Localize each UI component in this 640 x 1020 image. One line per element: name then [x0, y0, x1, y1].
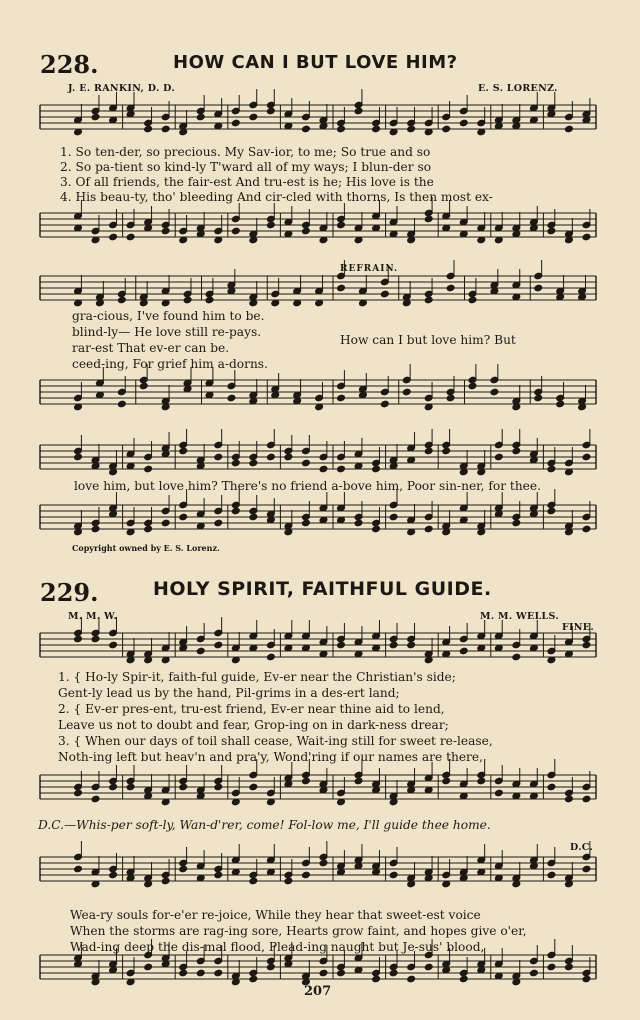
note-head	[91, 795, 100, 802]
hymn-228-cont-1: gra-cious, I've found him to be.	[72, 309, 265, 323]
note-head	[565, 963, 574, 970]
note-head	[459, 647, 468, 654]
note-head	[547, 507, 556, 514]
note-head	[547, 465, 556, 472]
note-head	[468, 296, 477, 303]
note-head	[547, 963, 556, 970]
note-head	[91, 113, 100, 120]
note-head	[337, 125, 346, 132]
note-head	[424, 525, 433, 532]
note-head	[407, 641, 416, 648]
hymn-229-verse-2a: 2. { Ev-er pres-ent, tru-est friend, Ev-er near thine aid to lend,	[58, 702, 445, 716]
note-head	[91, 635, 100, 642]
note-head	[302, 125, 311, 132]
hymn-229-second-line-3: Wad-ing deep the dis-mal flood, Plead-ing naught but Je-sus' blood,	[70, 940, 485, 954]
note-head	[389, 871, 398, 878]
note-head	[547, 783, 556, 790]
note-head	[381, 400, 390, 407]
note-head	[565, 125, 574, 132]
note-head	[442, 125, 451, 132]
note-head	[179, 447, 188, 454]
note-head	[468, 382, 477, 389]
hymn-228-verse-3: 3. Of all friends, the fair-est And tru-est is he; His love is the	[60, 175, 434, 189]
hymn-228-music-credit: E. S. LORENZ.	[478, 83, 558, 94]
note-head	[161, 227, 170, 234]
note-head	[337, 394, 346, 401]
note-head	[534, 394, 543, 401]
hymn-229-fine: FINE.	[562, 622, 594, 633]
page-number: 207	[304, 984, 332, 999]
note-head	[302, 777, 311, 784]
hymn-228-verse-2: 2. So pa-tient so kind-ly T'ward all of my ways; I blun-der so	[60, 160, 432, 174]
hymn-228-number: 228.	[40, 50, 99, 79]
hymn-228-refrain-label: REFRAIN.	[340, 264, 399, 274]
note-head	[144, 963, 153, 970]
note-head	[179, 969, 188, 976]
note-head	[459, 119, 468, 126]
note-head	[512, 519, 521, 526]
note-head	[337, 284, 346, 291]
hymn-229-verse-3a: 3. { When our days of toil shall cease, Wait-ing still for sweet re-lease,	[58, 734, 493, 748]
note-head	[179, 783, 188, 790]
note-head	[490, 388, 499, 395]
hymn-229-title: HOLY SPIRIT, FAITHFUL GUIDE.	[153, 578, 492, 600]
note-head	[319, 969, 328, 976]
note-head	[424, 296, 433, 303]
hymn-229-words-credit: M. M. W.	[68, 611, 118, 622]
note-head	[337, 465, 346, 472]
note-head	[214, 871, 223, 878]
note-head	[232, 227, 241, 234]
hymn-228-title: HOW CAN I BUT LOVE HIM?	[173, 52, 458, 73]
note-head	[337, 969, 346, 976]
note-head	[267, 221, 276, 228]
hymn-228-cont-4: ceed-ing, For grief him a-dorns.	[72, 357, 268, 371]
note-head	[372, 975, 381, 982]
hymn-229-second-line-2: When the storms are rag-ing sore, Hearts grow faint, and hopes give o'er,	[70, 924, 527, 938]
note-head	[302, 519, 311, 526]
hymn-228-refrain-line-1: How can I but love him? But	[340, 333, 516, 347]
note-head	[214, 969, 223, 976]
note-head	[319, 859, 328, 866]
note-head	[582, 975, 591, 982]
note-head	[144, 125, 153, 132]
note-head	[74, 453, 83, 460]
note-head	[381, 290, 390, 297]
hymn-228-words-credit: J. E. RANKIN, D. D.	[68, 83, 175, 94]
note-head	[267, 963, 276, 970]
note-head	[582, 865, 591, 872]
note-head	[118, 400, 127, 407]
note-head	[407, 125, 416, 132]
note-head	[389, 513, 398, 520]
note-head	[459, 975, 468, 982]
note-head	[337, 221, 346, 228]
note-head	[249, 459, 258, 466]
note-head	[424, 447, 433, 454]
note-head	[91, 525, 100, 532]
note-head	[144, 525, 153, 532]
note-head	[446, 284, 455, 291]
note-head	[582, 641, 591, 648]
note-head	[179, 865, 188, 872]
note-head	[547, 871, 556, 878]
note-head	[407, 975, 416, 982]
hymn-229-number: 229.	[40, 578, 99, 607]
note-head	[109, 871, 118, 878]
note-head	[442, 777, 451, 784]
note-head	[196, 647, 205, 654]
note-head	[249, 783, 258, 790]
note-head	[424, 963, 433, 970]
note-head	[232, 119, 241, 126]
note-head	[74, 789, 83, 796]
note-head	[582, 525, 591, 532]
note-head	[582, 453, 591, 460]
note-head	[372, 525, 381, 532]
note-head	[232, 459, 241, 466]
note-head	[495, 453, 504, 460]
note-head	[372, 125, 381, 132]
note-head	[582, 233, 591, 240]
note-head	[372, 465, 381, 472]
note-head	[284, 453, 293, 460]
note-head	[530, 969, 539, 976]
note-head	[161, 877, 170, 884]
note-head	[446, 394, 455, 401]
note-head	[109, 233, 118, 240]
note-head	[267, 107, 276, 114]
hymn-228-cont-2: blind-ly— He love still re-pays.	[72, 325, 262, 339]
note-head	[214, 453, 223, 460]
note-head	[354, 519, 363, 526]
note-head	[214, 641, 223, 648]
note-head	[196, 113, 205, 120]
note-head	[302, 227, 311, 234]
note-head	[232, 507, 241, 514]
note-head	[126, 783, 135, 790]
note-head	[556, 400, 565, 407]
note-head	[512, 653, 521, 660]
note-head	[354, 777, 363, 784]
note-head	[183, 296, 192, 303]
note-head	[144, 465, 153, 472]
note-head	[161, 125, 170, 132]
note-head	[495, 789, 504, 796]
note-head	[284, 877, 293, 884]
note-head	[74, 865, 83, 872]
note-head	[582, 795, 591, 802]
note-head	[249, 513, 258, 520]
hymn-228-refrain-line-2: love him, but love him? There's no friend a-bove him, Poor sin-ner, for thee.	[74, 479, 541, 493]
note-head	[302, 459, 311, 466]
note-head	[118, 296, 127, 303]
note-head	[302, 871, 311, 878]
note-head	[109, 641, 118, 648]
hymn-228-verse-1: 1. So ten-der, so precious. My Sav-ior, to me; So true and so	[60, 145, 431, 159]
hymn-229-verse-1a: 1. { Ho-ly Spir-it, faith-ful guide, Ev-er near the Christian's side;	[58, 670, 456, 684]
hymn-228-cont-3: rar-est That ev-er can be.	[72, 341, 230, 355]
note-head	[547, 227, 556, 234]
note-head	[205, 296, 214, 303]
note-head	[424, 215, 433, 222]
note-head	[389, 641, 398, 648]
note-head	[179, 513, 188, 520]
note-head	[354, 107, 363, 114]
note-head	[227, 394, 236, 401]
note-head	[402, 388, 411, 395]
hymn-229-second-line-1: Wea-ry souls for-e'er re-joice, While they hear that sweet-est voice	[70, 908, 481, 922]
hymn-229-dc-label: D.C.	[570, 842, 594, 853]
note-head	[139, 382, 148, 389]
note-head	[337, 641, 346, 648]
note-head	[74, 635, 83, 642]
note-head	[126, 233, 135, 240]
note-head	[249, 113, 258, 120]
note-head	[477, 777, 486, 784]
note-head	[214, 783, 223, 790]
note-head	[196, 969, 205, 976]
note-head	[214, 519, 223, 526]
hymn-228-copyright: Copyright owned by E. S. Lorenz.	[72, 543, 220, 553]
note-head	[249, 877, 258, 884]
hymn-229-verse-1b: Gent-ly lead us by the hand, Pil-grims in a des-ert land;	[58, 686, 400, 700]
note-head	[161, 519, 170, 526]
note-head	[534, 284, 543, 291]
note-head	[389, 969, 398, 976]
hymn-229-music-credit: M. M. WELLS.	[480, 611, 559, 622]
note-head	[512, 447, 521, 454]
note-head	[319, 465, 328, 472]
note-head	[109, 783, 118, 790]
note-head	[442, 447, 451, 454]
note-head	[249, 975, 258, 982]
note-head	[267, 653, 276, 660]
hymn-229-verse-3b: Noth-ing left but heav'n and pra'y, Wond'ring if our names are there,	[58, 750, 483, 764]
hymn-229-dc-line: D.C.—Whis-per soft-ly, Wan-d'rer, come! Fol-low me, I'll guide thee home.	[38, 818, 491, 832]
note-head	[565, 795, 574, 802]
hymn-228-verse-4: 4. His beau-ty, tho' bleeding And cir-cled with thorns, Is then most ex-	[60, 190, 493, 204]
hymn-229-verse-2b: Leave us not to doubt and fear, Grop-ing on in dark-ness drear;	[58, 718, 449, 732]
note-head	[267, 453, 276, 460]
